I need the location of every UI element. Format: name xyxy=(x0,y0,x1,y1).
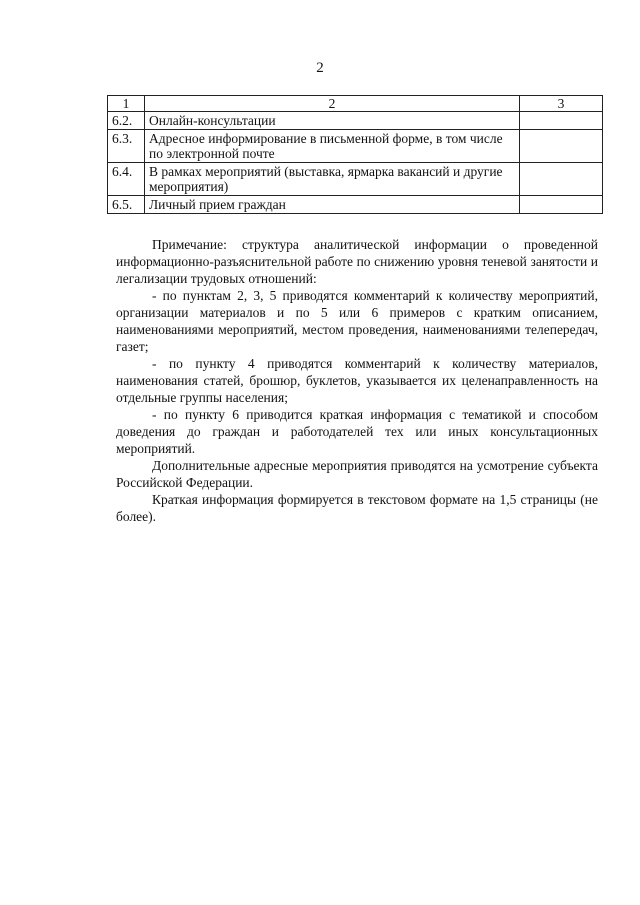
row-number: 6.2. xyxy=(108,112,145,130)
row-number: 6.4. xyxy=(108,163,145,196)
table-row xyxy=(108,112,603,130)
note-paragraph: Краткая информация формируется в текстовом формате на 1,5 страницы (не более). xyxy=(116,492,598,524)
note-paragraph: - по пункту 6 приводится краткая информация с тематикой и способом доведения до граждан и работодателей тех или иных консультационных мероприятий. xyxy=(116,407,598,456)
table-header-row xyxy=(108,96,603,112)
table-row xyxy=(108,130,603,163)
header-cell: 3 xyxy=(520,96,603,112)
table-row xyxy=(108,196,603,214)
row-number: 6.3. xyxy=(108,130,145,163)
row-number: 6.5. xyxy=(108,196,145,214)
row-text: В рамках мероприятий (выставка, ярмарка вакансий и другие мероприятия) xyxy=(145,163,520,196)
row-text: Личный прием граждан xyxy=(145,196,520,214)
header-cell: 1 xyxy=(108,96,145,112)
row-value xyxy=(520,130,603,163)
notes-section xyxy=(116,236,598,525)
table-row xyxy=(108,163,603,196)
row-text: Онлайн-консультации xyxy=(145,112,520,130)
page-number: 2 xyxy=(316,60,324,76)
row-value xyxy=(520,196,603,214)
row-value xyxy=(520,112,603,130)
row-value xyxy=(520,163,603,196)
note-paragraph: Дополнительные адресные мероприятия приводятся на усмотрение субъекта Российской Федерации. xyxy=(116,458,598,490)
activities-table xyxy=(107,95,603,214)
note-paragraph: Примечание: структура аналитической информации о проведенной информационно-разъяснительной работе по снижению уровня теневой занятости и легализации трудовых отношений: xyxy=(116,237,598,286)
note-paragraph: - по пунктам 2, 3, 5 приводятся комментарий к количеству мероприятий, организации материалов и по 5 или 6 примеров с кратким описанием, наименованиями мероприятий, местом проведения, наименованиями телепередач, газет; xyxy=(116,288,598,354)
note-paragraph: - по пункту 4 приводятся комментарий к количеству материалов, наименования статей, брошюр, буклетов, указывается их целенаправленность на отдельные группы населения; xyxy=(116,356,598,405)
row-text: Адресное информирование в письменной форме, в том числе по электронной почте xyxy=(145,130,520,163)
header-cell: 2 xyxy=(145,96,520,112)
